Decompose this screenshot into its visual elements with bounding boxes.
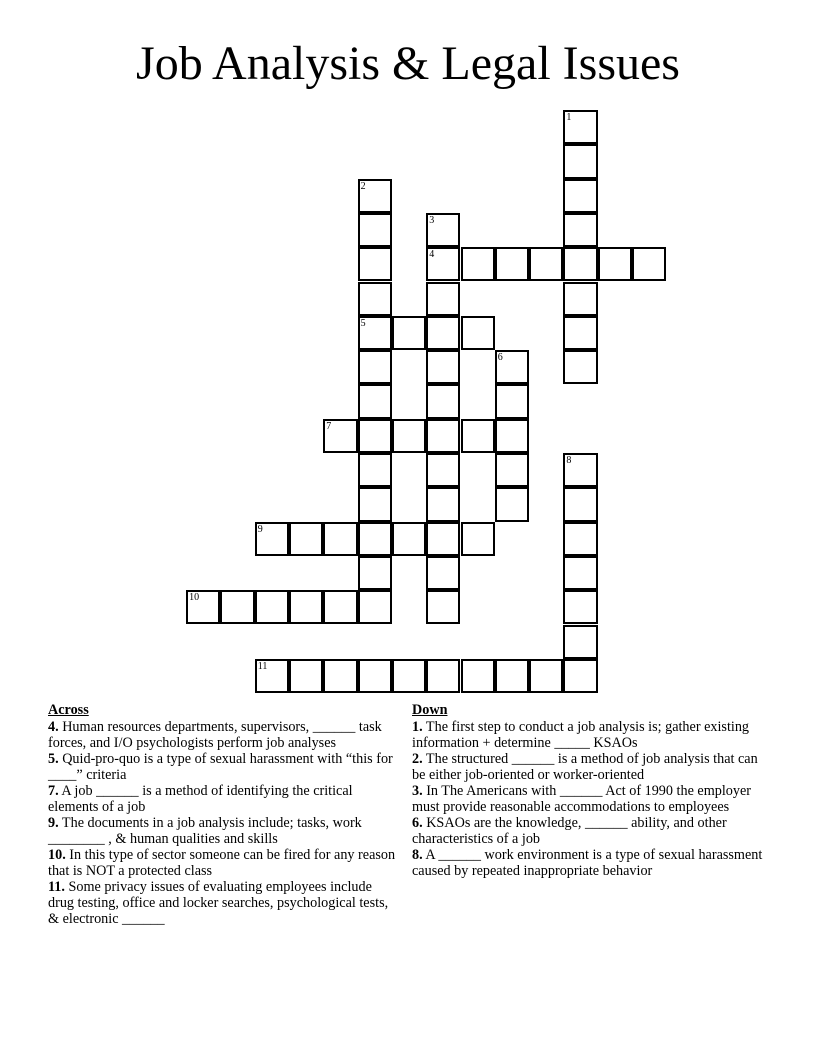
down-clue bbox=[412, 847, 772, 879]
clue-text: Quid-pro-quo is a type of sexual harassment with “this for ____” criteria bbox=[48, 751, 393, 783]
grid-cell[interactable] bbox=[358, 350, 392, 384]
down-clue bbox=[412, 783, 772, 815]
across-clue bbox=[48, 847, 398, 879]
grid-cell[interactable] bbox=[323, 522, 357, 556]
grid-cell[interactable] bbox=[358, 453, 392, 487]
grid-cell[interactable] bbox=[255, 522, 289, 556]
grid-cell[interactable] bbox=[220, 590, 254, 624]
grid-cell[interactable] bbox=[495, 659, 529, 693]
clue-number: 1 bbox=[566, 112, 572, 123]
grid-cell[interactable] bbox=[426, 590, 460, 624]
clue-number-label: 7. bbox=[48, 783, 59, 799]
grid-cell[interactable] bbox=[426, 487, 460, 521]
grid-cell[interactable] bbox=[426, 556, 460, 590]
across-clue bbox=[48, 719, 398, 751]
grid-cell[interactable] bbox=[495, 487, 529, 521]
grid-cell[interactable] bbox=[255, 590, 289, 624]
grid-cell[interactable] bbox=[563, 247, 597, 281]
grid-cell[interactable] bbox=[598, 247, 632, 281]
clue-text: In this type of sector someone can be fired for any reason that is NOT a protected class bbox=[48, 847, 396, 879]
clue-number: 7 bbox=[326, 420, 332, 432]
grid-cell[interactable] bbox=[563, 282, 597, 316]
grid-cell[interactable] bbox=[358, 590, 392, 624]
grid-cell[interactable] bbox=[358, 179, 392, 213]
clue-text: A job ______ is a method of identifying the critical elements of a job bbox=[48, 783, 353, 815]
grid-cell[interactable] bbox=[563, 556, 597, 590]
grid-cell[interactable] bbox=[255, 659, 289, 693]
clue-number: 5 bbox=[360, 317, 366, 329]
down-heading: Down bbox=[412, 702, 448, 718]
grid-cell[interactable] bbox=[426, 384, 460, 418]
clue-text: The structured ______ is a method of job analysis that can be either job-oriented or worker-oriented bbox=[412, 751, 758, 783]
grid-cell[interactable] bbox=[461, 659, 495, 693]
grid-cell[interactable] bbox=[563, 350, 597, 384]
clue-number: 8 bbox=[566, 455, 572, 466]
grid-cell[interactable] bbox=[461, 522, 495, 556]
clue-text: A ______ work environment is a type of sexual harassment caused by repeated inappropriate behavior bbox=[412, 847, 763, 879]
grid-cell[interactable] bbox=[495, 384, 529, 418]
grid-cell[interactable] bbox=[358, 384, 392, 418]
grid-cell[interactable] bbox=[392, 419, 426, 453]
grid-cell[interactable] bbox=[495, 453, 529, 487]
across-clue-list bbox=[48, 719, 398, 927]
grid-cell[interactable] bbox=[563, 179, 597, 213]
clue-text: Some privacy issues of evaluating employees include drug testing, office and locker searches, psychological tests, & electronic ______ bbox=[48, 879, 389, 927]
grid-cell[interactable] bbox=[392, 659, 426, 693]
grid-cell[interactable] bbox=[563, 110, 597, 144]
clue-number-label: 6. bbox=[412, 815, 423, 831]
grid-cell[interactable] bbox=[529, 659, 563, 693]
grid-cell[interactable] bbox=[323, 590, 357, 624]
grid-cell[interactable] bbox=[495, 350, 529, 384]
grid-cell[interactable] bbox=[563, 213, 597, 247]
clue-number-label: 10. bbox=[48, 847, 66, 863]
down-clue bbox=[412, 719, 772, 751]
across-clue bbox=[48, 751, 398, 783]
across-clues bbox=[48, 702, 398, 927]
grid-cell[interactable] bbox=[358, 659, 392, 693]
clue-number: 6 bbox=[497, 352, 503, 364]
clue-number: 3 bbox=[429, 214, 435, 226]
grid-cell[interactable] bbox=[358, 419, 392, 453]
grid-cell[interactable] bbox=[186, 590, 220, 624]
grid-cell[interactable] bbox=[426, 350, 460, 384]
across-clue bbox=[48, 815, 398, 847]
grid-cell[interactable] bbox=[358, 213, 392, 247]
across-clue bbox=[48, 879, 398, 927]
grid-cell[interactable] bbox=[563, 625, 597, 659]
grid-cell[interactable] bbox=[529, 247, 563, 281]
grid-cell[interactable] bbox=[426, 282, 460, 316]
clue-text: In The Americans with ______ Act of 1990 the employer must provide reasonable accommodations to employees bbox=[412, 783, 751, 815]
down-clues bbox=[412, 702, 772, 879]
grid-cell[interactable] bbox=[426, 659, 460, 693]
grid-cell[interactable] bbox=[289, 659, 323, 693]
grid-cell[interactable] bbox=[495, 419, 529, 453]
grid-cell[interactable] bbox=[461, 247, 495, 281]
grid-cell[interactable] bbox=[563, 316, 597, 350]
grid-cell[interactable] bbox=[461, 419, 495, 453]
grid-cell[interactable] bbox=[563, 487, 597, 521]
across-clue bbox=[48, 783, 398, 815]
puzzle-title: Job Analysis & Legal Issues bbox=[136, 37, 680, 90]
clue-number: 9 bbox=[257, 523, 263, 535]
grid-cell[interactable] bbox=[358, 522, 392, 556]
grid-cell[interactable] bbox=[358, 556, 392, 590]
clue-number-label: 8. bbox=[412, 847, 423, 863]
clue-number: 4 bbox=[429, 249, 435, 261]
clue-number-label: 2. bbox=[412, 751, 423, 767]
clue-number: 11 bbox=[257, 660, 268, 672]
grid-cell[interactable] bbox=[392, 316, 426, 350]
clue-text: KSAOs are the knowledge, ______ ability, and other characteristics of a job bbox=[412, 815, 727, 847]
grid-cell[interactable] bbox=[563, 522, 597, 556]
clue-text: The first step to conduct a job analysis is; gather existing information + determine _____ KSAOs bbox=[412, 719, 750, 751]
clue-text: Human resources departments, supervisors, ______ task forces, and I/O psychologists perform job analyses bbox=[48, 719, 382, 751]
grid-cell[interactable] bbox=[461, 316, 495, 350]
grid-cell[interactable] bbox=[563, 659, 597, 693]
grid-cell[interactable] bbox=[426, 522, 460, 556]
grid-cell[interactable] bbox=[358, 282, 392, 316]
clue-number-label: 4. bbox=[48, 719, 59, 735]
grid-cell[interactable] bbox=[426, 247, 460, 281]
clue-number: 10 bbox=[189, 592, 200, 604]
grid-cell[interactable] bbox=[563, 590, 597, 624]
clue-number-label: 9. bbox=[48, 815, 59, 831]
grid-cell[interactable] bbox=[358, 487, 392, 521]
grid-cell[interactable] bbox=[358, 247, 392, 281]
clue-number-label: 1. bbox=[412, 719, 423, 735]
across-heading: Across bbox=[48, 702, 89, 718]
clue-number-label: 5. bbox=[48, 751, 59, 767]
grid-cell[interactable] bbox=[426, 213, 460, 247]
clue-number: 2 bbox=[360, 180, 366, 192]
grid-cell[interactable] bbox=[323, 659, 357, 693]
grid-cell[interactable] bbox=[426, 453, 460, 487]
grid-cell[interactable] bbox=[426, 316, 460, 350]
grid-cell[interactable] bbox=[632, 247, 666, 281]
grid-cell[interactable] bbox=[289, 522, 323, 556]
down-clue bbox=[412, 751, 772, 783]
clue-text: The documents in a job analysis include; tasks, work ________ , & human qualities and skills bbox=[48, 815, 362, 847]
grid-cell[interactable] bbox=[563, 144, 597, 178]
grid-cell[interactable] bbox=[358, 316, 392, 350]
grid-cell[interactable] bbox=[392, 522, 426, 556]
grid-cell[interactable] bbox=[563, 453, 597, 487]
down-clue-list bbox=[412, 719, 772, 879]
grid-cell[interactable] bbox=[426, 419, 460, 453]
clue-number-label: 3. bbox=[412, 783, 423, 799]
down-clue bbox=[412, 815, 772, 847]
grid-cell[interactable] bbox=[289, 590, 323, 624]
grid-cell[interactable] bbox=[323, 419, 357, 453]
clue-number-label: 11. bbox=[48, 879, 65, 895]
grid-cell[interactable] bbox=[495, 247, 529, 281]
